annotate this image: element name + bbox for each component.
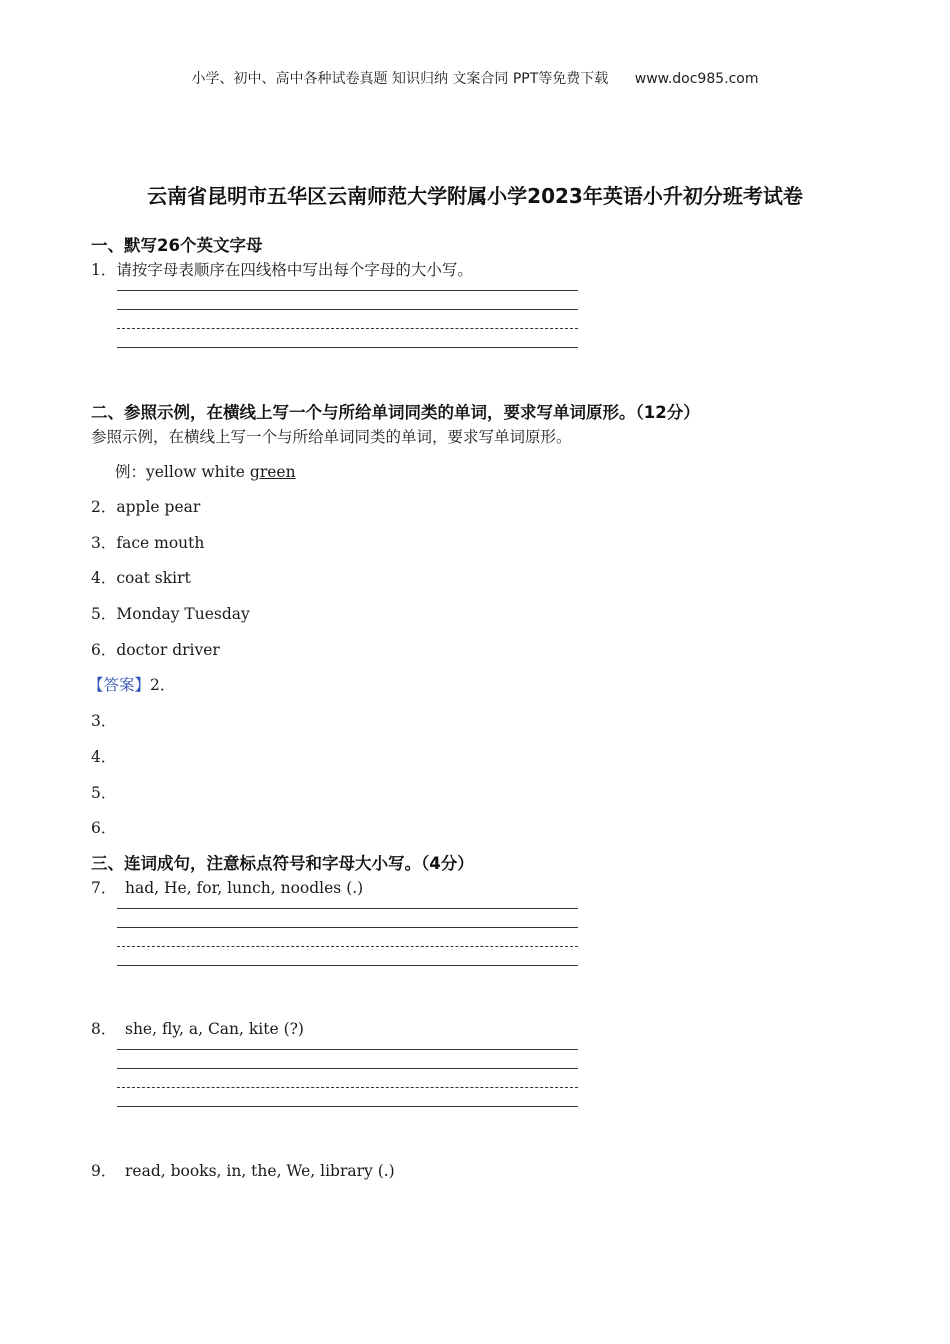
question-number: 7． bbox=[91, 879, 117, 897]
page-header bbox=[0, 68, 950, 88]
section-2-heading: 二、参照示例，在横线上写一个与所给单词同类的单词，要求写单词原形。（12分） bbox=[91, 403, 700, 422]
grid-line-dashed bbox=[117, 1087, 578, 1088]
answer-3: 3． bbox=[91, 712, 117, 730]
answer-4: 4． bbox=[91, 748, 117, 766]
document-title: 云南省昆明市五华区云南师范大学附属小学2023年英语小升初分班考试卷 bbox=[147, 184, 803, 208]
four-line-grid-7[interactable] bbox=[117, 908, 578, 968]
question-text: coat skirt bbox=[116, 569, 191, 587]
example-prefix: 例：yellow white bbox=[115, 463, 250, 481]
grid-line bbox=[117, 347, 578, 348]
grid-line bbox=[117, 1049, 578, 1050]
grid-line bbox=[117, 927, 578, 928]
question-number: 8． bbox=[91, 1020, 117, 1038]
answer-5: 5． bbox=[91, 784, 117, 802]
grid-line bbox=[117, 965, 578, 966]
question-8 bbox=[91, 1017, 304, 1039]
section-2-instruction: 参照示例，在横线上写一个与所给单词同类的单词，要求写单词原形。 bbox=[91, 428, 572, 446]
grid-line bbox=[117, 290, 578, 291]
section-3-heading: 三、连词成句，注意标点符号和字母大小写。（4分） bbox=[91, 854, 474, 873]
answer-6: 6． bbox=[91, 819, 117, 837]
grid-line-dashed bbox=[117, 328, 578, 329]
question-text: face mouth bbox=[116, 534, 205, 552]
question-text: doctor driver bbox=[116, 641, 220, 659]
question-text: apple pear bbox=[116, 498, 201, 516]
question-number: 6． bbox=[91, 641, 117, 659]
question-4 bbox=[91, 566, 191, 588]
question-1 bbox=[91, 258, 473, 280]
example-line bbox=[115, 460, 296, 482]
question-number: 2． bbox=[91, 498, 117, 516]
question-text: read, books, in, the, We, library (.) bbox=[125, 1162, 395, 1180]
question-2 bbox=[91, 495, 200, 517]
question-number: 5． bbox=[91, 605, 117, 623]
question-number: 1． bbox=[91, 261, 117, 279]
question-number: 4． bbox=[91, 569, 117, 587]
question-5 bbox=[91, 602, 250, 624]
question-6 bbox=[91, 638, 220, 660]
question-number: 3． bbox=[91, 534, 117, 552]
question-7 bbox=[91, 876, 363, 898]
question-text: Monday Tuesday bbox=[116, 605, 250, 623]
example-answer: green bbox=[249, 463, 296, 481]
question-text: she, fly, a, Can, kite (?) bbox=[125, 1020, 304, 1038]
header-url[interactable]: www.doc985.com bbox=[634, 71, 759, 87]
grid-line bbox=[117, 1106, 578, 1107]
header-text: 小学、初中、高中各种试卷真题 知识归纳 文案合同 PPT等免费下载 bbox=[191, 71, 609, 87]
four-line-grid-1[interactable] bbox=[117, 290, 578, 350]
section-1-heading: 一、默写26个英文字母 bbox=[91, 236, 263, 255]
grid-line bbox=[117, 1068, 578, 1069]
answer-label: 【答案】 bbox=[88, 676, 151, 694]
four-line-grid-8[interactable] bbox=[117, 1049, 578, 1109]
question-9 bbox=[91, 1159, 395, 1181]
answer-number: 2． bbox=[150, 676, 176, 694]
question-3 bbox=[91, 531, 204, 553]
grid-line bbox=[117, 908, 578, 909]
answer-2 bbox=[88, 673, 175, 695]
grid-line-dashed bbox=[117, 946, 578, 947]
question-text: had, He, for, lunch, noodles (.) bbox=[125, 879, 364, 897]
grid-line bbox=[117, 309, 578, 310]
question-number: 9． bbox=[91, 1162, 117, 1180]
question-text: 请按字母表顺序在四线格中写出每个字母的大小写。 bbox=[116, 261, 473, 279]
